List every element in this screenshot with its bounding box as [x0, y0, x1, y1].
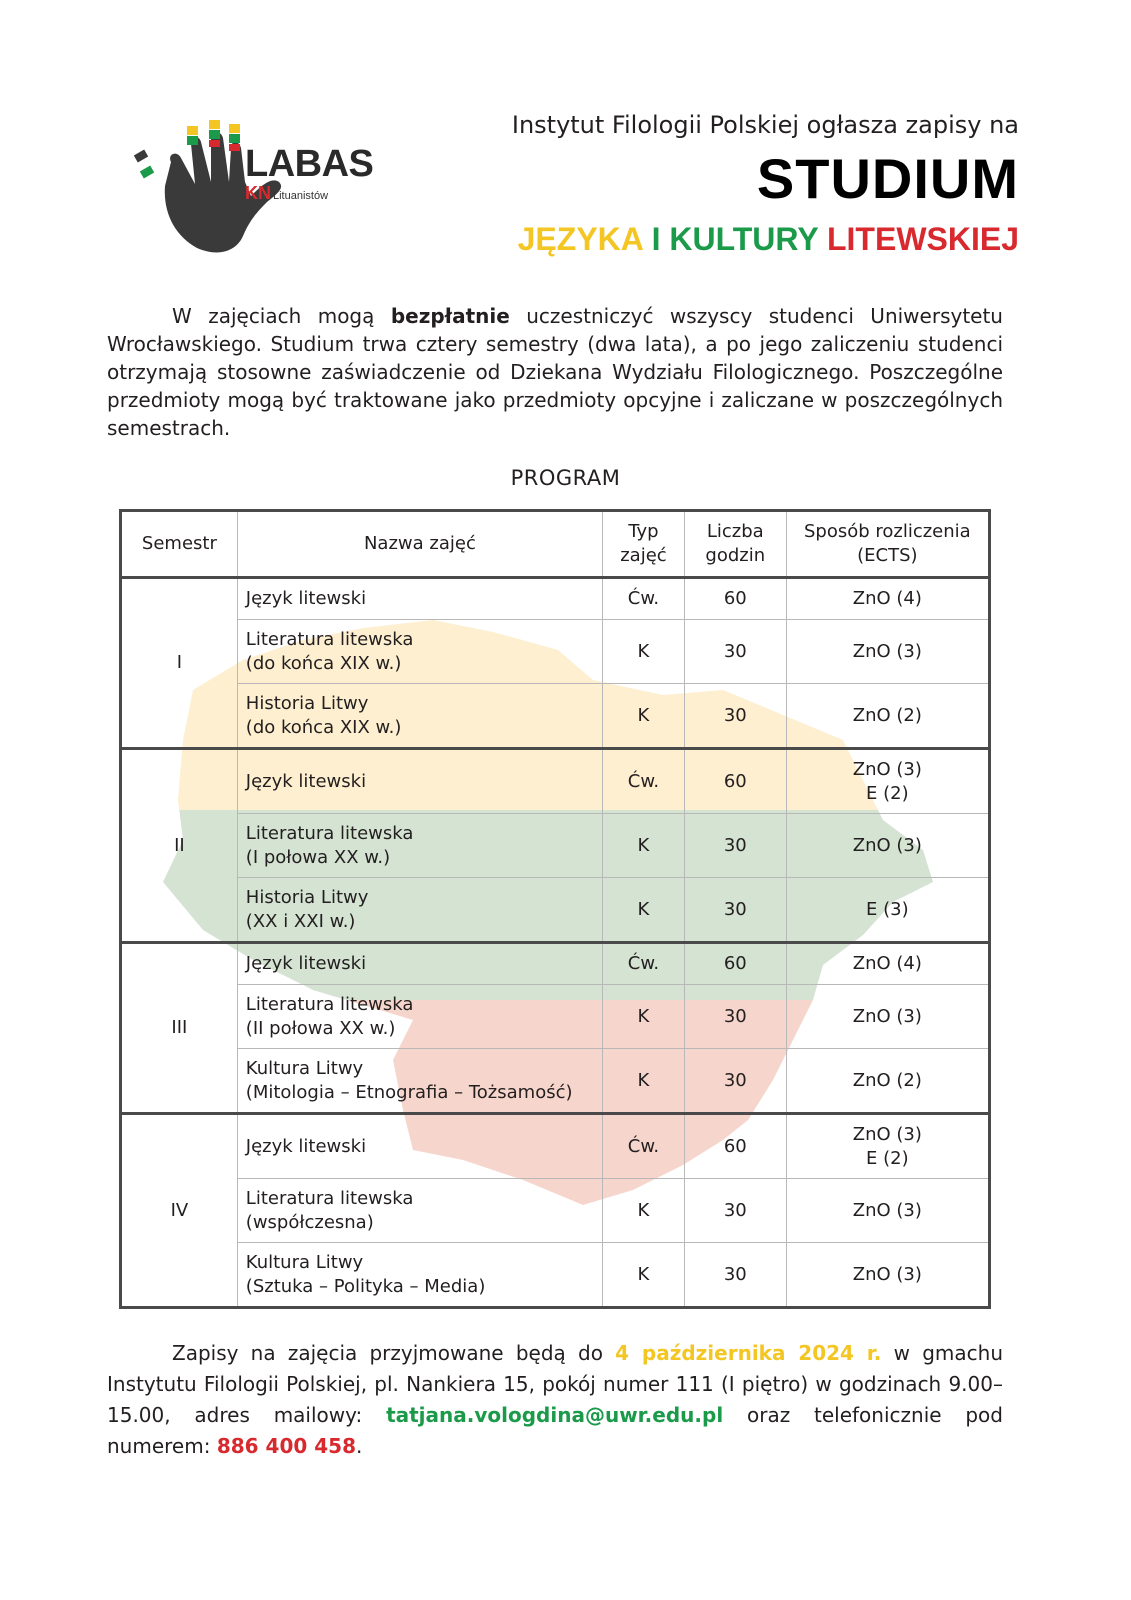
course-type: K — [603, 814, 685, 878]
course-hours: 60 — [684, 1114, 786, 1179]
table-row — [121, 1114, 990, 1179]
footer-text-2: w gmachu Instytutu Filologii Polskiej, pl. Nankiera 15, pokój numer 111 (I piętro) w godzinach 9.00–15.00, adres mailowy: — [107, 1341, 1004, 1427]
course-ects — [786, 620, 989, 684]
course-ects-line1: ZnO (4) — [852, 953, 922, 974]
course-hours: 30 — [684, 684, 786, 749]
logo-kn: KN — [245, 183, 271, 203]
table-row — [121, 985, 990, 1049]
logo-text — [245, 145, 373, 204]
course-hours: 60 — [684, 578, 786, 620]
course-ects-line1: ZnO (4) — [852, 588, 922, 609]
subtitle-part-3: LITEWSKIEJ — [826, 221, 1019, 257]
course-name — [237, 749, 602, 814]
program-title: PROGRAM — [510, 466, 621, 490]
course-name-line2: (I połowa XX w.) — [245, 846, 391, 868]
course-name — [237, 1049, 602, 1114]
course-ects-line1: ZnO (3) — [852, 1123, 922, 1145]
table-header-row — [121, 511, 990, 578]
header-sposob — [786, 511, 989, 578]
course-hours: 30 — [684, 1179, 786, 1243]
semester-label: II — [121, 749, 238, 943]
course-name — [237, 985, 602, 1049]
course-ects — [786, 943, 989, 985]
intro-paragraph — [107, 302, 1003, 442]
page-subtitle — [512, 220, 1019, 258]
subtitle-part-1: JĘZYKA — [517, 221, 643, 257]
course-type: Ćw. — [603, 749, 685, 814]
course-ects-line1: ZnO (2) — [852, 1069, 922, 1091]
header-sposob-line1: Sposób rozliczenia — [803, 521, 971, 542]
course-name — [237, 878, 602, 943]
course-type: K — [603, 878, 685, 943]
course-name — [237, 684, 602, 749]
course-name — [237, 620, 602, 684]
header-liczba-line2: godzin — [705, 545, 766, 566]
course-name — [237, 814, 602, 878]
header-semestr-label: Semestr — [141, 533, 217, 554]
table-row — [121, 620, 990, 684]
course-name-line1: Historia Litwy — [245, 886, 369, 908]
course-hours: 30 — [684, 1243, 786, 1308]
header-semestr — [121, 511, 238, 578]
course-ects-line1: ZnO (3) — [852, 640, 922, 662]
footer-text-1: Zapisy na zajęcia przyjmowane będą do — [172, 1341, 616, 1365]
table-row — [121, 684, 990, 749]
course-name — [237, 1243, 602, 1308]
course-ects — [786, 578, 989, 620]
course-ects-line1: ZnO (3) — [852, 758, 922, 780]
contact-phone[interactable]: 886 400 458 — [216, 1434, 356, 1458]
course-name-line2: (Mitologia – Etnografia – Tożsamość) — [245, 1081, 573, 1103]
course-type: Ćw. — [603, 1114, 685, 1179]
course-name-line1: Język litewski — [245, 588, 367, 609]
course-ects-line2: E (2) — [866, 782, 909, 804]
course-name-line1: Literatura litewska — [245, 822, 414, 844]
course-hours: 30 — [684, 620, 786, 684]
course-name-line1: Historia Litwy — [245, 692, 369, 714]
course-name-line1: Kultura Litwy — [245, 1057, 364, 1079]
header-nazwa — [237, 511, 602, 578]
course-hours: 60 — [684, 943, 786, 985]
course-type: K — [603, 1049, 685, 1114]
intro-after: uczestniczyć wszyscy studenci Uniwersytetu Wrocławskiego. Studium trwa cztery semestry (dwa lata), a po jego zaliczeniu studenci otrzymają stosowne zaświadczenie od Dziekana Wydziału Filologicznego. Poszczególne przedmioty mogą być traktowane jako przedmioty opcyjne i zaliczane w poszczególnych semestrach. — [107, 304, 1003, 440]
course-type: Ćw. — [603, 943, 685, 985]
course-type: K — [603, 1179, 685, 1243]
course-name-line2: (współczesna) — [245, 1211, 374, 1233]
table-row — [121, 814, 990, 878]
course-name — [237, 578, 602, 620]
semester-label: III — [121, 943, 238, 1114]
course-name-line2: (do końca XIX w.) — [245, 652, 402, 674]
course-name-line1: Język litewski — [245, 770, 367, 792]
header-typ-line1: Typ — [628, 521, 659, 542]
semester-group — [121, 578, 990, 749]
logo-sub: Lituanistów — [273, 190, 329, 202]
course-ects — [786, 878, 989, 943]
intro-bold: bezpłatnie — [390, 304, 510, 328]
table-row — [121, 878, 990, 943]
course-name-line1: Język litewski — [245, 1135, 367, 1157]
course-name-line2: (Sztuka – Polityka – Media) — [245, 1275, 486, 1297]
logo-name: LABAS — [245, 143, 374, 185]
course-ects-line1: ZnO (3) — [852, 1263, 922, 1285]
table-row — [121, 943, 990, 985]
header-liczba — [684, 511, 786, 578]
course-hours: 30 — [684, 1049, 786, 1114]
course-ects — [786, 1243, 989, 1308]
header-sposob-line2: (ECTS) — [857, 545, 918, 566]
course-type: Ćw. — [603, 578, 685, 620]
course-ects — [786, 1179, 989, 1243]
program-table — [119, 509, 991, 1309]
table-row — [121, 1243, 990, 1308]
logo-subtitle — [245, 183, 373, 204]
course-ects — [786, 1114, 989, 1179]
course-name-line2: (II połowa XX w.) — [245, 1017, 396, 1039]
course-hours: 60 — [684, 749, 786, 814]
course-name-line1: Język litewski — [245, 953, 367, 974]
header-typ-line2: zajęć — [620, 545, 667, 566]
intro-before: W zajęciach mogą — [172, 304, 391, 328]
header — [512, 110, 1019, 258]
course-type: K — [603, 684, 685, 749]
semester-group — [121, 943, 990, 1114]
course-name-line1: Literatura litewska — [245, 628, 414, 650]
table-row — [121, 578, 990, 620]
semester-label: I — [121, 578, 238, 749]
page-title: STUDIUM — [756, 147, 1019, 210]
table-row — [121, 1179, 990, 1243]
header-typ — [603, 511, 685, 578]
course-ects-line2: E (2) — [866, 1147, 909, 1169]
contact-email[interactable]: tatjana.vologdina@uwr.edu.pl — [386, 1403, 724, 1427]
course-hours: 30 — [684, 878, 786, 943]
table-row — [121, 749, 990, 814]
course-ects-line1: ZnO (3) — [852, 1005, 922, 1027]
course-type: K — [603, 620, 685, 684]
footer-paragraph — [107, 1338, 1003, 1462]
header-liczba-line1: Liczba — [706, 521, 764, 542]
course-ects — [786, 684, 989, 749]
footer-text-3: oraz telefonicznie pod numerem: — [107, 1403, 1003, 1458]
announcement: Instytut Filologii Polskiej ogłasza zapisy na — [511, 111, 1019, 139]
course-name-line1: Literatura litewska — [245, 993, 414, 1015]
course-ects-line1: ZnO (3) — [852, 1199, 922, 1221]
course-type: K — [603, 985, 685, 1049]
footer-text-4: . — [355, 1434, 363, 1458]
semester-group — [121, 749, 990, 943]
course-ects — [786, 985, 989, 1049]
course-ects-line1: ZnO (2) — [852, 704, 922, 726]
course-ects — [786, 814, 989, 878]
semester-group — [121, 1114, 990, 1308]
deadline-date: 4 października 2024 r. — [615, 1341, 882, 1365]
header-nazwa-label: Nazwa zajęć — [363, 533, 476, 554]
semester-label: IV — [121, 1114, 238, 1308]
course-name — [237, 1179, 602, 1243]
course-name — [237, 943, 602, 985]
course-hours: 30 — [684, 985, 786, 1049]
course-name — [237, 1114, 602, 1179]
course-ects-line1: ZnO (3) — [852, 834, 922, 856]
course-ects — [786, 749, 989, 814]
course-name-line2: (do końca XIX w.) — [245, 716, 402, 738]
subtitle-part-2: I KULTURY — [642, 221, 827, 257]
course-name-line1: Kultura Litwy — [245, 1251, 364, 1273]
course-type: K — [603, 1243, 685, 1308]
course-ects — [786, 1049, 989, 1114]
table-row — [121, 1049, 990, 1114]
course-ects-line1: E (3) — [866, 898, 909, 920]
course-name-line1: Literatura litewska — [245, 1187, 414, 1209]
course-hours: 30 — [684, 814, 786, 878]
course-name-line2: (XX i XXI w.) — [245, 910, 356, 932]
